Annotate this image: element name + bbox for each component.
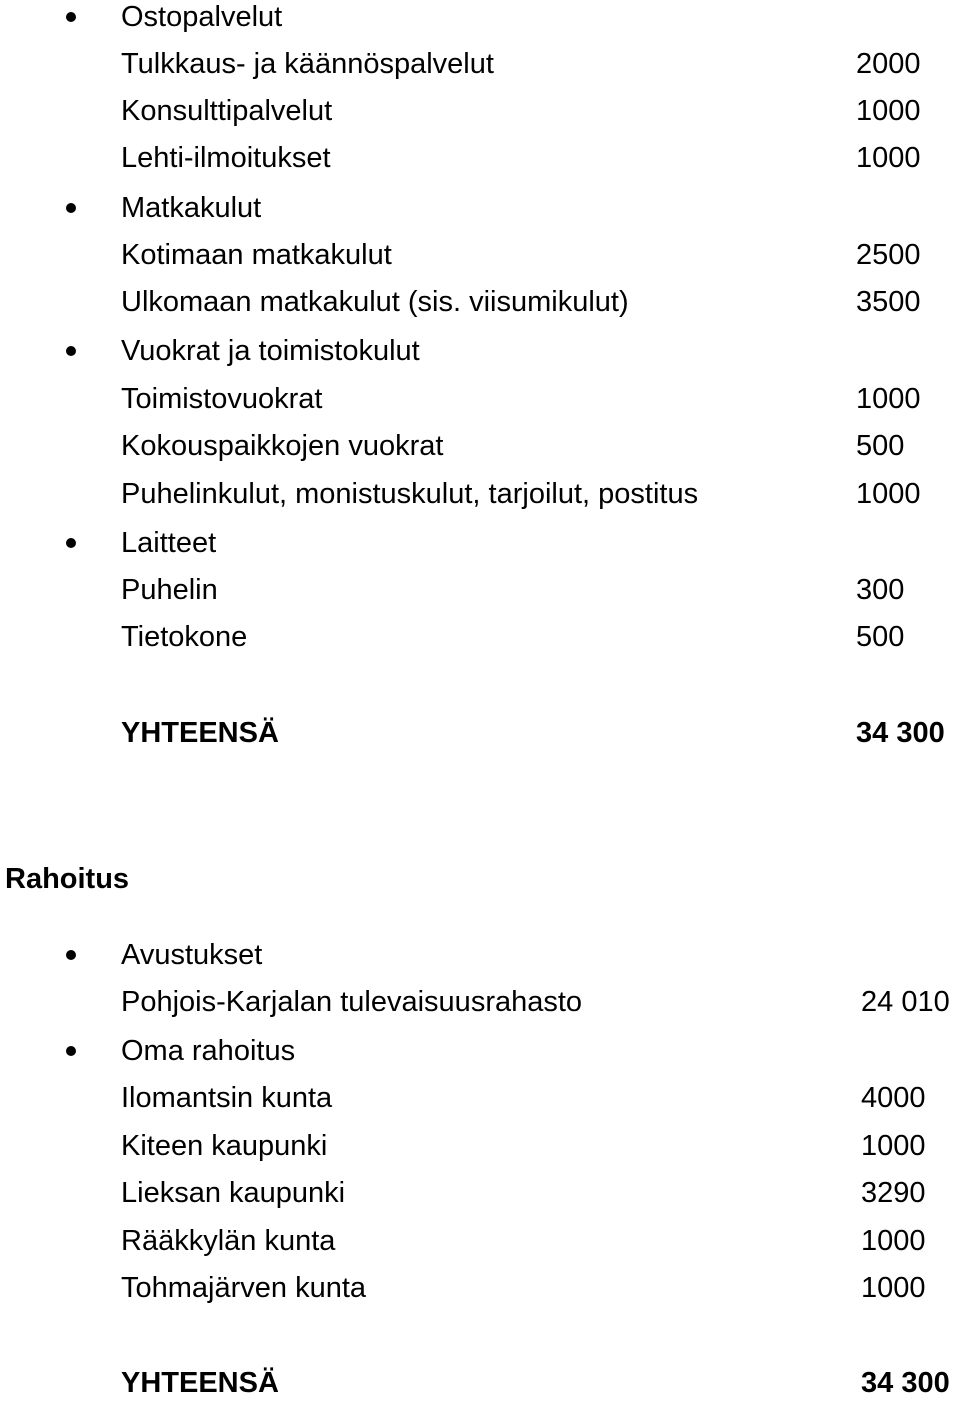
total-label: YHTEENSÄ bbox=[121, 1367, 279, 1399]
expenses-total-row bbox=[0, 710, 960, 757]
funding-item-row bbox=[0, 1123, 960, 1170]
category-row bbox=[0, 520, 960, 567]
total-label: YHTEENSÄ bbox=[121, 717, 279, 749]
item-label: Konsulttipalvelut bbox=[121, 95, 333, 127]
item-amount: 1000 bbox=[856, 95, 921, 127]
bullet-icon bbox=[66, 346, 76, 356]
item-label: Ilomantsin kunta bbox=[121, 1082, 333, 1114]
expense-item-row bbox=[0, 376, 960, 423]
bullet-icon bbox=[66, 12, 76, 22]
expense-item-row bbox=[0, 614, 960, 661]
category-row bbox=[0, 932, 960, 979]
expense-item-row bbox=[0, 88, 960, 135]
category-title: Vuokrat ja toimistokulut bbox=[121, 335, 420, 367]
expense-item-row bbox=[0, 41, 960, 88]
section-heading: Rahoitus bbox=[5, 863, 130, 895]
category-row bbox=[0, 1028, 960, 1075]
item-label: Ulkomaan matkakulut (sis. viisumikulut) bbox=[121, 286, 629, 318]
bullet-icon bbox=[66, 538, 76, 548]
item-label: Toimistovuokrat bbox=[121, 383, 323, 415]
item-amount: 300 bbox=[856, 574, 905, 606]
item-label: Puhelin bbox=[121, 574, 218, 606]
item-amount: 1000 bbox=[856, 142, 921, 174]
expense-item-row bbox=[0, 423, 960, 470]
category-title: Matkakulut bbox=[121, 192, 262, 224]
item-amount: 500 bbox=[856, 621, 905, 653]
funding-heading-row bbox=[0, 856, 960, 903]
item-label: Tohmajärven kunta bbox=[121, 1272, 367, 1304]
item-amount: 2000 bbox=[856, 48, 921, 80]
item-amount: 500 bbox=[856, 430, 905, 462]
expense-item-row bbox=[0, 471, 960, 518]
category-row bbox=[0, 328, 960, 375]
item-amount: 4000 bbox=[861, 1082, 926, 1114]
item-label: Kiteen kaupunki bbox=[121, 1130, 328, 1162]
item-label: Lieksan kaupunki bbox=[121, 1177, 346, 1209]
category-title: Laitteet bbox=[121, 527, 217, 559]
item-label: Rääkkylän kunta bbox=[121, 1225, 336, 1257]
item-amount: 2500 bbox=[856, 239, 921, 271]
item-label: Kotimaan matkakulut bbox=[121, 239, 392, 271]
expense-item-row bbox=[0, 279, 960, 326]
item-amount: 3290 bbox=[861, 1177, 926, 1209]
category-row bbox=[0, 0, 960, 41]
bullet-icon bbox=[66, 203, 76, 213]
item-amount: 1000 bbox=[861, 1272, 926, 1304]
funding-item-row bbox=[0, 1265, 960, 1312]
expense-item-row bbox=[0, 567, 960, 614]
item-amount: 3500 bbox=[856, 286, 921, 318]
funding-item-row bbox=[0, 979, 960, 1026]
total-amount: 34 300 bbox=[861, 1367, 950, 1399]
funding-item-row bbox=[0, 1075, 960, 1122]
category-title: Oma rahoitus bbox=[121, 1035, 296, 1067]
funding-item-row bbox=[0, 1218, 960, 1265]
item-amount: 1000 bbox=[861, 1225, 926, 1257]
bullet-icon bbox=[66, 950, 76, 960]
item-amount: 1000 bbox=[856, 383, 921, 415]
funding-item-row bbox=[0, 1170, 960, 1217]
bullet-icon bbox=[66, 1046, 76, 1056]
item-amount: 24 010 bbox=[861, 986, 950, 1018]
item-label: Kokouspaikkojen vuokrat bbox=[121, 430, 444, 462]
total-amount: 34 300 bbox=[856, 717, 945, 749]
item-amount: 1000 bbox=[856, 478, 921, 510]
item-amount: 1000 bbox=[861, 1130, 926, 1162]
category-title: Ostopalvelut bbox=[121, 1, 283, 33]
item-label: Puhelinkulut, monistuskulut, tarjoilut, postitus bbox=[121, 478, 699, 510]
funding-total-row bbox=[0, 1360, 960, 1407]
item-label: Pohjois-Karjalan tulevaisuusrahasto bbox=[121, 986, 583, 1018]
expense-item-row bbox=[0, 135, 960, 182]
item-label: Tulkkaus- ja käännöspalvelut bbox=[121, 48, 494, 80]
item-label: Lehti-ilmoitukset bbox=[121, 142, 331, 174]
category-row bbox=[0, 185, 960, 232]
expense-item-row bbox=[0, 232, 960, 279]
item-label: Tietokone bbox=[121, 621, 248, 653]
category-title: Avustukset bbox=[121, 939, 263, 971]
